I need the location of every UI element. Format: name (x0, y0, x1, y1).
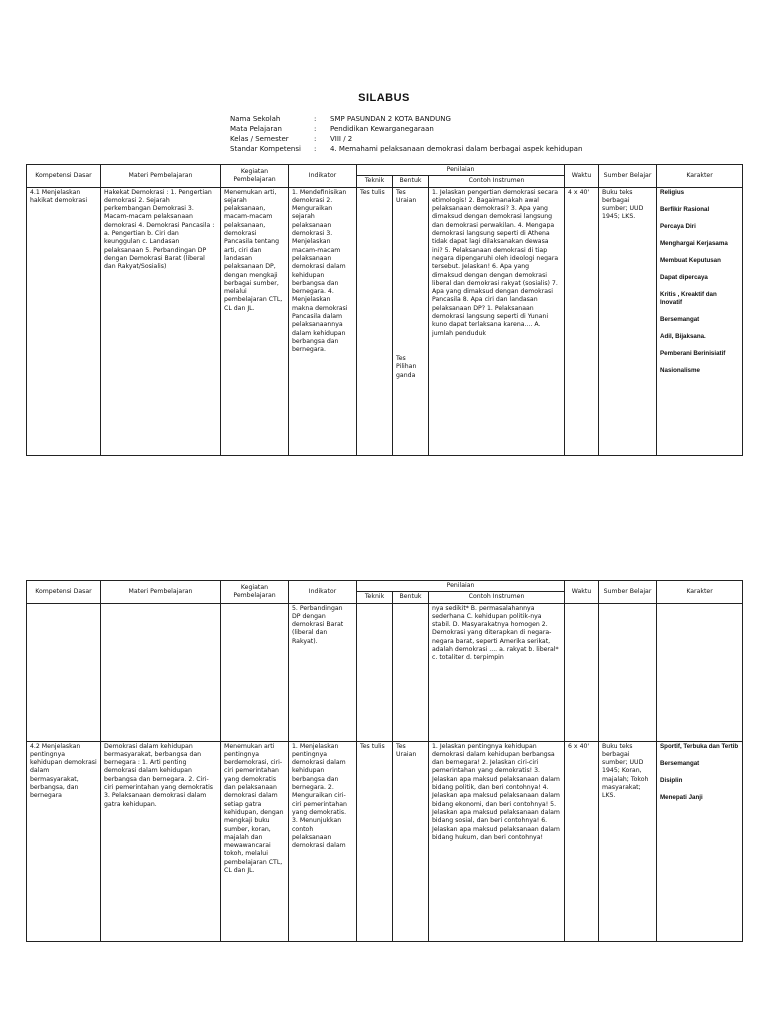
bentuk-uraian: Tes Uraian (396, 188, 417, 204)
cell-bentuk: Tes Uraian (393, 741, 429, 941)
cell-sumber: Buku teks berbagai sumber; UUD 1945; Koran, majalah; Tokoh masyarakat; LKS. (599, 741, 657, 941)
karakter-item: Percaya Diri (660, 222, 696, 230)
karakter-item: Nasionalisme (660, 366, 700, 374)
meta-key: Kelas / Semester (230, 135, 289, 143)
header-teknik: Teknik (357, 176, 393, 187)
meta-row: Nama Sekolah : SMP PASUNDAN 2 KOTA BANDUNG (230, 115, 451, 123)
cell-indikator: 5. Perbandingan DP dengan demokrasi Barat (liberal dan Rakyat). (289, 603, 357, 741)
cell-indikator: 1. Menjelaskan pentingnya demokrasi dalam kehidupan berbangsa dan bernegara. 2. Menguraikan ciri-ciri pemerintahan yang demokratis. 3. Menunjukkan contoh pelaksanaan demokrasi dalam (289, 741, 357, 941)
header-karakter: Karakter (657, 581, 743, 604)
karakter-item: Religius (660, 188, 685, 196)
bentuk-pilihan-ganda: Tes Pilihan ganda (396, 355, 417, 379)
cell-sumber (599, 603, 657, 741)
karakter-item: Menepati Janji (660, 793, 703, 801)
cell-waktu: 4 x 40' (565, 187, 599, 455)
document-title: SILABUS (358, 92, 410, 104)
karakter-item: Membuat Keputusan (660, 256, 721, 264)
cell-teknik: Tes tulis (357, 741, 393, 941)
header-penilaian: Penilaian (357, 581, 565, 592)
header-info (230, 114, 582, 154)
header-contoh: Contoh Instrumen (429, 592, 565, 603)
cell-indikator: 1. Mendefinisikan demokrasi 2. Menguraikan sejarah pelaksanaan demokrasi 3. Menjelaskan macam-macam pelaksanaan demokrasi dalam kehidupan berbangsa dan bernegara. 4. Menjelaskan makna demokrasi Pancasila dalam pelaksanaannya dalam kehidupan berbangsa dan bernegara. (289, 187, 357, 455)
header-materi: Materi Pembelajaran (101, 165, 221, 188)
karakter-item: Kritis , Kreaktif dan Inovatif (660, 290, 717, 306)
karakter-item: Pemberani Berinisiatif (660, 349, 726, 357)
cell-contoh: nya sedikit* B. permasalahannya sederhana C. kehidupan politik-nya stabil. D. Masyarakatnya homogen 2. Demokrasi yang diterapkan di negara-negara barat, seperti Amerika serikat, adalah demokrasi .... a. rakyat b. liberal* c. totaliter d. terpimpin (429, 603, 565, 741)
header-sumber: Sumber Belajar (599, 581, 657, 604)
syllabus-table-2 (26, 580, 743, 942)
meta-key: Mata Pelajaran (230, 125, 282, 133)
karakter-item: Berfikir Rasional (660, 205, 710, 213)
cell-contoh: 1. Jelaskan pengertian demokrasi secara etimologis! 2. Bagaimanakah awal pelaksanaan demokrasi? 3. Apa yang dimaksud dengan demokrasi langsung dan demokrasi perwakilan. 4. Mengapa demokrasi langsung seperti di Athena tidak dapat lagi dilaksanakan dewasa ini? 5. Pelaksanaan demokrasi di tiap negara dipengaruhi oleh ideologi negara tersebut. Jelaskan! 6. Apa yang dimaksud dengan dengan demokrasi liberal dan demokrasi rakyat (sosialis) 7. Apa yang dimaksud dengan demokrasi Pancasila 8. Apa ciri dan landasan pelaksanaan DP? 1. Pelaksanaan demokrasi langsung seperti di Yunani kuno dapat terlaksana karena.... A. jumlah penduduk (429, 187, 565, 455)
header-kd: Kompetensi Dasar (27, 165, 101, 188)
cell-karakter (657, 741, 743, 941)
header-contoh: Contoh Instrumen (429, 176, 565, 187)
header-kd: Kompetensi Dasar (27, 581, 101, 604)
meta-key: Standar Kompetensi (230, 145, 301, 153)
cell-karakter (657, 187, 743, 455)
cell-kd (27, 603, 101, 741)
header-penilaian: Penilaian (357, 165, 565, 176)
meta-key: Nama Sekolah (230, 115, 281, 123)
cell-karakter (657, 603, 743, 741)
cell-kd: 4.2 Menjelaskan pentingnya kehidupan demokrasi dalam bermasyarakat, berbangsa, dan bernegara (27, 741, 101, 941)
meta-row: Kelas / Semester : VIII / 2 (230, 135, 353, 143)
karakter-item: Menghargai Kerjasama (660, 239, 728, 247)
header-kegiatan: Kegiatan Pembelajaran (221, 581, 289, 604)
meta-value: Pendidikan Kewarganegaraan (330, 125, 434, 133)
header-teknik: Teknik (357, 592, 393, 603)
header-bentuk: Bentuk (393, 176, 429, 187)
karakter-item: Adil, Bijaksana. (660, 332, 706, 340)
header-waktu: Waktu (565, 581, 599, 604)
header-indikator: Indikator (289, 581, 357, 604)
header-bentuk: Bentuk (393, 592, 429, 603)
cell-bentuk (393, 187, 429, 455)
cell-materi: Hakekat Demokrasi : 1. Pengertian demokrasi 2. Sejarah perkembangan Demokrasi 3. Macam-macam pelaksanaan demokrasi 4. Demokrasi Pancasila : a. Pengertian b. Ciri dan keunggulan c. Landasan pelaksanaan 5. Perbandingan DP dengan Demokrasi Barat (liberal dan Rakyat/Sosialis) (101, 187, 221, 455)
cell-materi: Demokrasi dalam kehidupan bermasyarakat, berbangsa dan bernegara : 1. Arti penting demokrasi dalam kehidupan berbangsa dan bernegara. 2. Ciri-ciri pemerintahan yang demokratis 3. Pelaksanaan demokrasi dalam gatra kehidupan. (101, 741, 221, 941)
header-waktu: Waktu (565, 165, 599, 188)
header-sumber: Sumber Belajar (599, 165, 657, 188)
cell-teknik (357, 603, 393, 741)
header-materi: Materi Pembelajaran (101, 581, 221, 604)
cell-sumber: Buku teks berbagai sumber; UUD 1945; LKS. (599, 187, 657, 455)
meta-value: 4. Memahami pelaksanaan demokrasi dalam berbagai aspek kehidupan (330, 145, 583, 153)
cell-bentuk (393, 603, 429, 741)
cell-contoh: 1. Jelaskan pentingnya kehidupan demokrasi dalam kehidupan berbangsa dan bernegara! 2. Jelaskan ciri-ciri pemerintahan yang demokratis! 3. Jelaskan apa maksud pelaksanaan dalam bidang politik, dan beri contohnya! 4. Jelaskan apa maksud pelaksanaan dalam bidang ekonomi, dan beri contohnya! 5. Jelaskan apa maksud pelaksanaan dalam bidang sosial, dan beri contohnya! 6. Jelaskan apa maksud pelaksanaan dalam bidang hukum, dan beri contohnya! (429, 741, 565, 941)
meta-value: SMP PASUNDAN 2 KOTA BANDUNG (330, 115, 451, 123)
cell-kegiatan: Menemukan arti pentingnya berdemokrasi, ciri-ciri pemerintahan yang demokratis dan pelaksanaan demokrasi dalam setiap gatra kehidupan, dengan mengkaji buku sumber, koran, majalah dan mewawancarai tokoh, melalui pembelajaran CTL, CL dan JL. (221, 741, 289, 941)
karakter-item: Disiplin (660, 776, 683, 784)
header-kegiatan: Kegiatan Pembelajaran (221, 165, 289, 188)
cell-waktu (565, 603, 599, 741)
cell-kegiatan: Menemukan arti, sejarah pelaksanaan, macam-macam pelaksanaan, demokrasi Pancasila tentang arti, ciri dan landasan pelaksanaan DP, dengan mengkaji berbagai sumber, melalui pembelajaran CTL, CL dan JL. (221, 187, 289, 455)
meta-row: Mata Pelajaran : Pendidikan Kewarganegaraan (230, 125, 434, 133)
header-indikator: Indikator (289, 165, 357, 188)
cell-teknik: Tes tulis (357, 187, 393, 455)
cell-kegiatan (221, 603, 289, 741)
cell-waktu: 6 x 40' (565, 741, 599, 941)
meta-row: Standar Kompetensi : 4. Memahami pelaksanaan demokrasi dalam berbagai aspek kehidupan (230, 145, 583, 153)
syllabus-table-1 (26, 164, 743, 456)
cell-materi (101, 603, 221, 741)
karakter-item: Bersemangat (660, 315, 700, 323)
karakter-item: Sportif, Terbuka dan Tertib (660, 742, 739, 750)
meta-value: VIII / 2 (330, 135, 353, 143)
karakter-item: Dapat dipercaya (660, 273, 708, 281)
header-karakter: Karakter (657, 165, 743, 188)
cell-kd: 4.1 Menjelaskan hakikat demokrasi (27, 187, 101, 455)
karakter-item: Bersemangat (660, 759, 700, 767)
